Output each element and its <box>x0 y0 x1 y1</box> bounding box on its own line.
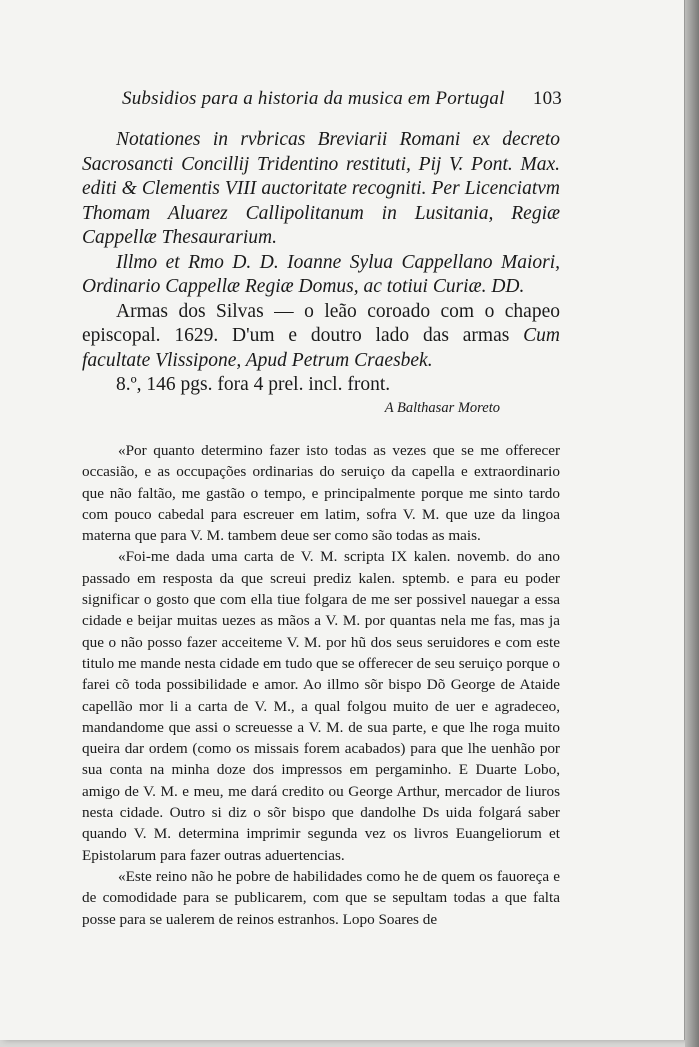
bibliographic-entry <box>82 128 560 398</box>
arms-description <box>82 300 560 374</box>
arms-text: Armas dos Silvas — o leão coroado com o chapeo episcopal. 1629. D'um e doutro lado das armas <box>82 300 560 346</box>
book-title-entry: Notationes in rvbricas Breviarii Romani ex decreto Sacrosancti Concillij Tridentino restituti, Pij V. Pont. Max. editi & Clementis VIII auctoritate recogniti. Per Licenciatvm Thomam Aluarez Callipolitanum in Lusitania, Regiæ Cappellæ Thesaurarium. <box>82 129 560 248</box>
letter-paragraph: «Por quanto determino fazer isto todas as vezes que se me offerecer occasião, e as occupações ordinarias do seruiço da capella e extraordinario que não faltão, me gastão o tempo, e principalmente porque me sinto tardo com pouco cabedal para escreuer em latim, sofra V. M. que uze da lingoa materna que para V. M. tambem deue ser como são todas as mais. <box>82 442 560 545</box>
letter-addressee: A Balthasar Moreto <box>384 400 500 416</box>
format-line: 8.º, 146 pgs. fora 4 prel. incl. front. <box>116 374 391 395</box>
letter-paragraph: «Foi-me dada uma carta de V. M. scripta IX kalen. novemb. do ano passado em resposta da que screui prediz kalen. sptemb. e para eu poder significar o gosto que com ella tiue folgara de me ser possivel nauegar a essa cidade e beijar muitas uezes as mãos a V. M. por quantas nela me fas, mas ja que o não posso fazer acceiteme V. M. por hũ dos seus seruidores e com este titulo me mande nesta cidade em tudo que se offerecer de seu seruiço porque o farei cõ toda possibilidade e amor. Ao illmo sõr bispo Dõ George de Ataide capellão mor li a carta de V. M., a qual folgou muito de uer e agradeceo, mandandome que assi o screuesse a V. M. de sua parte, e que lhe roga muito queira dar ordem (como os missais forem acabados) para que lhe uenhão por sua conta na minha doze dos impressos em pergaminho. E Duarte Lobo, amigo de V. M. e meu, me dará credito ou George Arthur, mercador de liuros nesta cidade. Outro si diz o sõr bispo que dandolhe Ds uida folgará saber quando V. M. determina imprimir segunda vez os livros Euangeliorum et Epistolarum para fazer outras aduertencias. <box>82 548 560 864</box>
page-edge-shadow <box>685 0 699 1047</box>
letter-body <box>82 440 560 930</box>
dedication-line: Illmo et Rmo D. D. Ioanne Sylua Cappellano Maiori, Ordinario Cappellæ Regiæ Domus, ac totiui Curiæ. DD. <box>82 251 560 297</box>
imprint-text: Cum facultate Vlissipone, Apud Petrum Craesbek. <box>82 325 560 371</box>
running-title: Subsidios para a historia da musica em Portugal <box>122 88 505 109</box>
letter-paragraph: «Este reino não he pobre de habilidades como he de quem os fauoreça e de comodidade para se publicarem, com que se sepultam todas a que falta posse para se ualerem de reinos estranhos. Lopo Soares de <box>82 867 560 928</box>
page-number: 103 <box>532 88 562 109</box>
